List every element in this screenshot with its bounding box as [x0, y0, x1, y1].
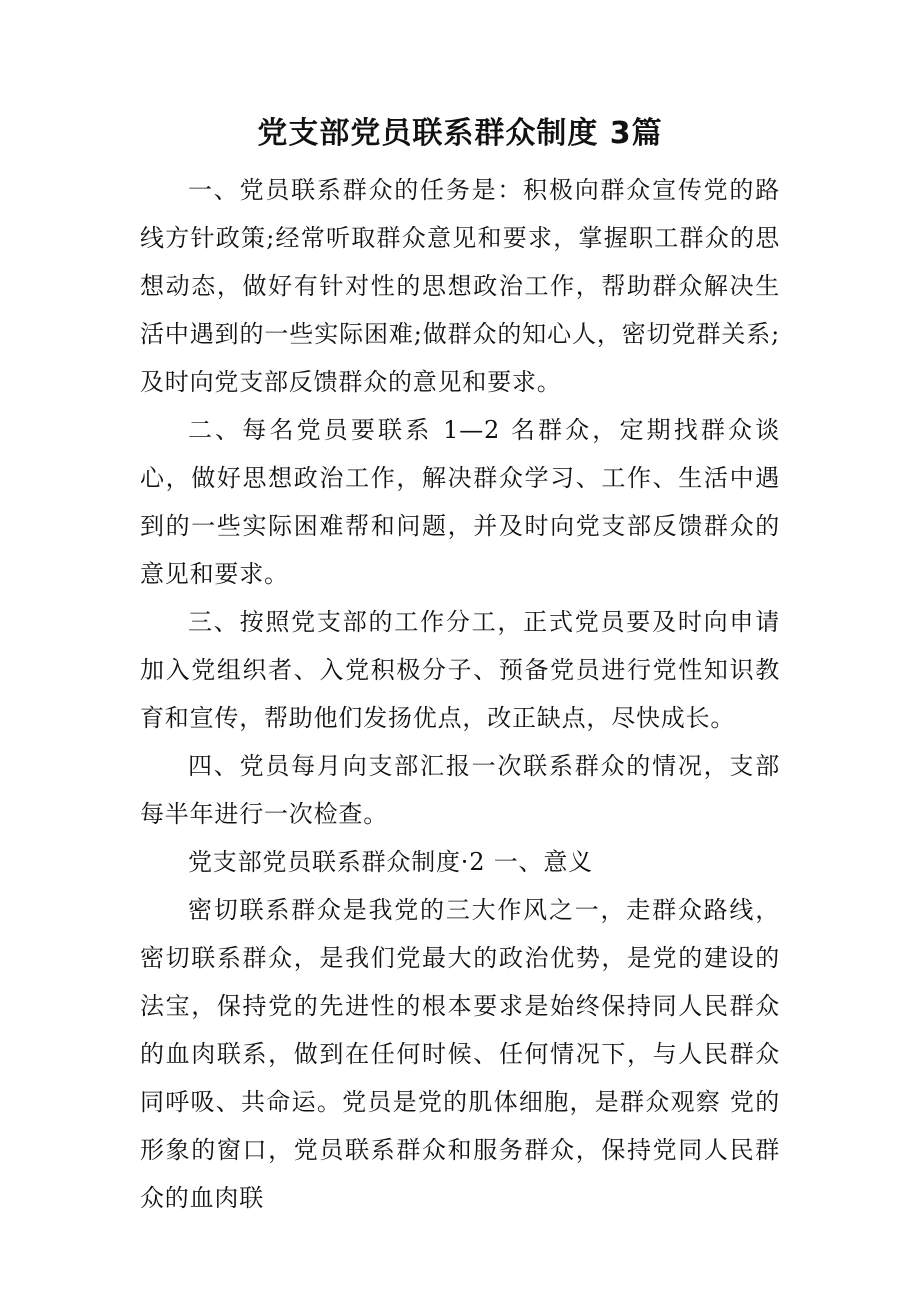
- section-heading: 党支部党员联系群众制度·2 一、意义: [188, 848, 593, 876]
- paragraph-report: 四、党员每月向支部汇报一次联系群众的情况，支部每半年进行一次检查。: [140, 752, 780, 828]
- paragraph-division: 三、按照党支部的工作分工，正式党员要及时向申请加入党组织者、入党积极分子、预备党员进行党性知识教育和宣传，帮助他们发扬优点，改正缺点，尽快成长。: [140, 608, 780, 732]
- paragraph-significance: 密切联系群众是我党的三大作风之一，走群众路线，密切联系群众，是我们党最大的政治优势，是党的建设的法宝，保持党的先进性的根本要求是始终保持同人民群众的血肉联系，做到在任何时候、任何情况下，与人民群众同呼吸、共命运。党员是党的肌体细胞，是群众观察 党的形象的窗口，党员联系群众和服务群众，保持党同人民群众的血肉联: [140, 896, 780, 1212]
- document-title: 党支部党员联系群众制度 3篇: [257, 116, 663, 151]
- paragraph-contact: 二、每名党员要联系 1—2 名群众，定期找群众谈心，做好思想政治工作，解决群众学习、工作、生活中遇到的一些实际困难帮和问题，并及时向党支部反馈群众的意见和要求。: [140, 416, 780, 588]
- document-body: [140, 166, 780, 1222]
- paragraph-task: 一、党员联系群众的任务是：积极向群众宣传党的路线方针政策;经常听取群众意见和要求，掌握职工群众的思想动态，做好有针对性的思想政治工作，帮助群众解决生活中遇到的一些实际困难;做群众的知心人，密切党群关系;及时向党支部反馈群众的意见和要求。: [140, 176, 780, 396]
